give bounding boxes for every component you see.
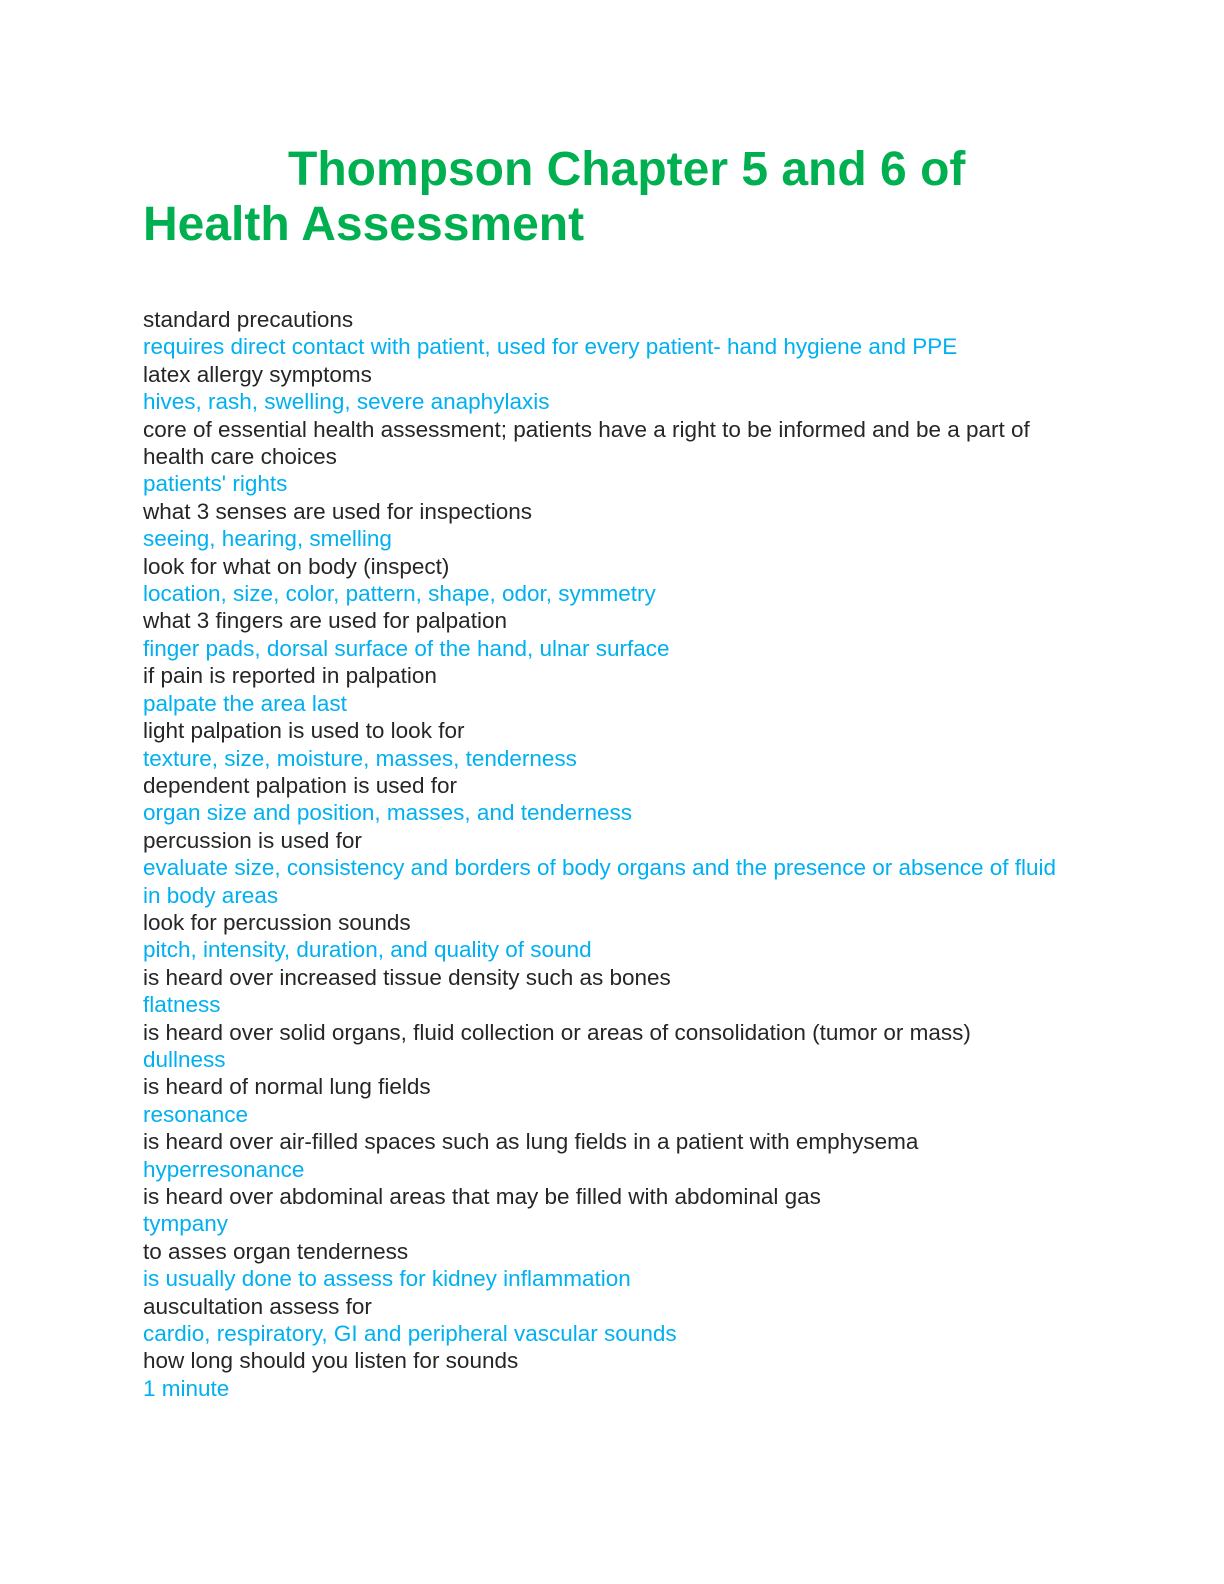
flashcard-definition: dullness [143, 1046, 226, 1072]
flashcard-term: is heard over increased tissue density such as bones [143, 964, 671, 990]
flashcard-definition: requires direct contact with patient, used for every patient- hand hygiene and PPE [143, 334, 958, 360]
flashcard-entry [143, 662, 1073, 717]
flashcard-definition: resonance [143, 1101, 249, 1127]
flashcard-term: standard precautions [143, 307, 354, 332]
flashcard-entry [143, 717, 1073, 772]
flashcard-entry [143, 1238, 1073, 1293]
flashcard-list [143, 306, 1073, 1402]
flashcard-entry [143, 1183, 1073, 1238]
flashcard-definition: flatness [143, 992, 221, 1018]
title-line-2: Health Assessment [143, 198, 585, 251]
flashcard-entry [143, 607, 1073, 662]
flashcard-term: is heard over air-filled spaces such as lung fields in a patient with emphysema [143, 1129, 919, 1155]
flashcard-term: auscultation assess for [143, 1293, 372, 1319]
flashcard-definition: 1 minute [143, 1375, 230, 1401]
flashcard-term: core of essential health assessment; patients have a right to be informed and be a part of health care choices [143, 416, 1030, 470]
flashcard-term: what 3 senses are used for inspections [143, 498, 532, 524]
flashcard-entry [143, 1347, 1073, 1402]
flashcard-definition: tympany [143, 1211, 229, 1237]
flashcard-entry [143, 964, 1073, 1019]
flashcard-term: is heard over abdominal areas that may be filled with abdominal gas [143, 1184, 821, 1209]
flashcard-definition: pitch, intensity, duration, and quality of sound [143, 937, 592, 963]
flashcard-term: to asses organ tenderness [143, 1238, 409, 1264]
flashcard-term: is heard over solid organs, fluid collection or areas of consolidation (tumor or mass) [143, 1019, 971, 1045]
flashcard-entry [143, 306, 1073, 361]
flashcard-entry [143, 416, 1073, 498]
flashcard-entry [143, 553, 1073, 608]
flashcard-term: latex allergy symptoms [143, 361, 372, 387]
flashcard-term: look for what on body (inspect) [143, 553, 450, 579]
flashcard-definition: finger pads, dorsal surface of the hand, ulnar surface [143, 635, 670, 661]
flashcard-definition: hyperresonance [143, 1156, 305, 1182]
title-line-1: Thompson Chapter 5 and 6 of [288, 143, 966, 196]
flashcard-entry [143, 498, 1073, 553]
flashcard-entry [143, 1128, 1073, 1183]
flashcard-definition: seeing, hearing, smelling [143, 526, 392, 552]
flashcard-entry [143, 772, 1073, 827]
flashcard-definition: hives, rash, swelling, severe anaphylaxis [143, 389, 550, 415]
flashcard-entry [143, 827, 1073, 909]
flashcard-definition: organ size and position, masses, and tenderness [143, 800, 633, 826]
flashcard-definition: patients' rights [143, 471, 288, 497]
flashcard-definition: texture, size, moisture, masses, tenderness [143, 745, 577, 771]
flashcard-entry [143, 1293, 1073, 1348]
flashcard-term: if pain is reported in palpation [143, 663, 437, 689]
flashcard-term: how long should you listen for sounds [143, 1348, 519, 1374]
flashcard-entry [143, 361, 1073, 416]
flashcard-entry [143, 1073, 1073, 1128]
flashcard-definition: palpate the area last [143, 690, 347, 716]
flashcard-term: is heard of normal lung fields [143, 1074, 431, 1100]
flashcard-entry [143, 1019, 1073, 1074]
flashcard-definition: location, size, color, pattern, shape, odor, symmetry [143, 581, 656, 607]
flashcard-entry [143, 909, 1073, 964]
flashcard-definition: evaluate size, consistency and borders of body organs and the presence or absence of fluid in body areas [143, 855, 1057, 908]
flashcard-term: percussion is used for [143, 827, 362, 853]
flashcard-definition: is usually done to assess for kidney inflammation [143, 1266, 631, 1292]
flashcard-definition: cardio, respiratory, GI and peripheral vascular sounds [143, 1321, 677, 1347]
document-title [143, 142, 1103, 252]
flashcard-term: light palpation is used to look for [143, 718, 465, 744]
flashcard-term: dependent palpation is used for [143, 772, 457, 798]
flashcard-term: look for percussion sounds [143, 909, 411, 935]
flashcard-term: what 3 fingers are used for palpation [143, 608, 507, 634]
